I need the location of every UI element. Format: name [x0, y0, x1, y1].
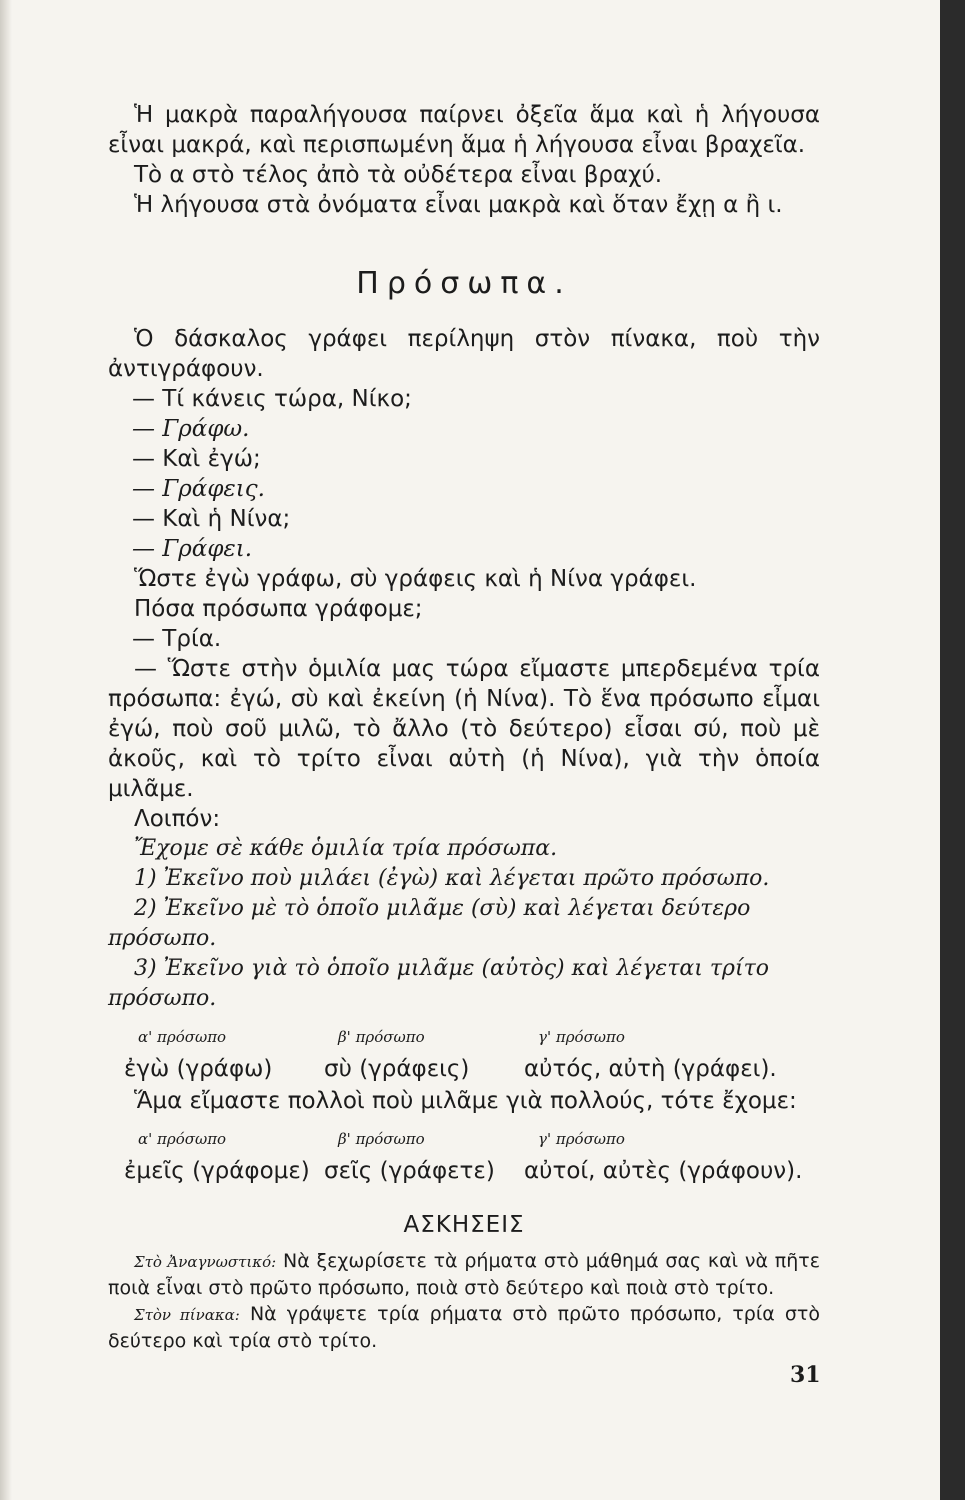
person-label: α' πρόσωπο [138, 1130, 227, 1148]
person-label: γ' πρόσωπο [538, 1130, 625, 1148]
intro-rule-1: Ἡ μακρὰ παραλήγουσα παίρνει ὀξεῖα ἅμα καὶ ἡ λήγουσα εἶναι μακρά, καὶ περισπωμένη ἅμα ἡ λήγουσα εἶναι βραχεῖα. [108, 102, 820, 158]
rule-intro: Ἔχομε σὲ κάθε ὁμιλία τρία πρόσωπα. [134, 836, 558, 861]
person-label: γ' πρόσωπο [538, 1028, 625, 1046]
exercises-heading: ΑΣΚΗΣΕΙΣ [403, 1212, 525, 1238]
person-label: α' πρόσωπο [138, 1028, 227, 1046]
dialogue-line: — Τί κάνεις τώρα, Νίκο; [132, 386, 412, 412]
rule-3: 3) Ἐκεῖνο γιὰ τὸ ὁποῖο μιλᾶμε (αὐτὸς) καὶ λέγεται τρίτο πρόσωπο. [108, 956, 770, 1011]
person-label: β' πρόσωπο [338, 1028, 425, 1046]
singular-forms [108, 1052, 820, 1086]
rule-1: 1) Ἐκεῖνο ποὺ μιλάει (ἐγὼ) καὶ λέγεται πρῶτο πρόσωπο. [134, 866, 770, 891]
exercise-2-lead: Στὸν πίνακα: [134, 1306, 240, 1324]
paragraph-3: Πόσα πρόσωπα γράφομε; [134, 596, 423, 622]
singular-labels [108, 1022, 820, 1052]
dialogue-line: — Γράφω. [132, 416, 250, 442]
page-number: 31 [790, 1362, 821, 1388]
person-form: σεῖς (γράφετε) [324, 1158, 495, 1184]
person-form: ἐγὼ (γράφω) [124, 1056, 273, 1082]
paragraph-6: Λοιπόν: [134, 806, 221, 832]
plural-labels [108, 1124, 820, 1154]
rule-2: 2) Ἐκεῖνο μὲ τὸ ὁποῖο μιλᾶμε (σὺ) καὶ λέγεται δεύτερο πρόσωπο. [108, 896, 751, 951]
exercise-2 [108, 1301, 820, 1354]
person-label: β' πρόσωπο [338, 1130, 425, 1148]
person-form: αὐτοί, αὐτὲς (γράφουν). [524, 1158, 803, 1184]
plural-intro: Ἅμα εἴμαστε πολλοὶ ποὺ μιλᾶμε γιὰ πολλούς, τότε ἔχομε: [134, 1088, 797, 1114]
scan-edge [940, 0, 965, 1500]
exercise-1-lead: Στὸ Ἀναγνωστικό: [134, 1253, 277, 1271]
person-form: ἐμεῖς (γράφομε) [124, 1158, 310, 1184]
section-heading: Πρόσωπα. [356, 266, 572, 301]
person-form: σὺ (γράφεις) [324, 1056, 470, 1082]
paragraph-5: — Ὥστε στὴν ὁμιλία μας τώρα εἴμαστε μπερδεμένα τρία πρόσωπα: ἐγώ, σὺ καὶ ἐκείνη (ἡ Νίνα). Τὸ ἕνα πρόσωπο εἶμαι ἐγώ, ποὺ σοῦ μιλῶ, τὸ ἄλλο (τὸ δεύτερο) εἶσαι σύ, ποὺ μὲ ἀκοῦς, καὶ τὸ τρίτο εἶναι αὐτὴ (ἡ Νίνα), γιὰ τὴν ὁποία μιλᾶμε. [108, 656, 820, 802]
plural-forms [108, 1154, 820, 1188]
dialogue-line: — Καὶ ἡ Νίνα; [132, 506, 291, 532]
intro-rule-2: Τὸ α στὸ τέλος ἀπὸ τὰ οὐδέτερα εἶναι βραχύ. [134, 162, 663, 188]
exercise-2-text: Νὰ γράψετε τρία ρήματα στὸ πρῶτο πρόσωπο, τρία στὸ δεύτερο καὶ τρία στὸ τρίτο. [108, 1303, 820, 1352]
dialogue-line: — Καὶ ἐγώ; [132, 446, 261, 472]
exercise-1 [108, 1248, 820, 1301]
paragraph-4: — Τρία. [132, 626, 222, 652]
intro-rule-3: Ἡ λήγουσα στὰ ὀνόματα εἶναι μακρὰ καὶ ὅταν ἔχῃ α ἢ ι. [134, 192, 783, 218]
page-spine-shadow [0, 0, 12, 1500]
dialogue-line: — Γράφεις. [132, 476, 265, 502]
paragraph-2: Ὥστε ἐγὼ γράφω, σὺ γράφεις καὶ ἡ Νίνα γράφει. [134, 566, 697, 592]
page-content [108, 100, 820, 1354]
paragraph-1: Ὁ δάσκαλος γράφει περίληψη στὸν πίνακα, ποὺ τὴν ἀντιγράφουν. [108, 326, 820, 382]
dialogue [108, 384, 820, 564]
dialogue-line: — Γράφει. [132, 536, 253, 562]
person-form: αὐτός, αὐτὴ (γράφει). [524, 1056, 777, 1082]
exercise-1-text: Νὰ ξεχωρίσετε τὰ ρήματα στὸ μάθημά σας καὶ νὰ πῆτε ποιὰ εἶναι στὸ πρῶτο πρόσωπο, ποιὰ στὸ δεύτερο καὶ ποιὰ στὸ τρίτο. [108, 1250, 820, 1299]
